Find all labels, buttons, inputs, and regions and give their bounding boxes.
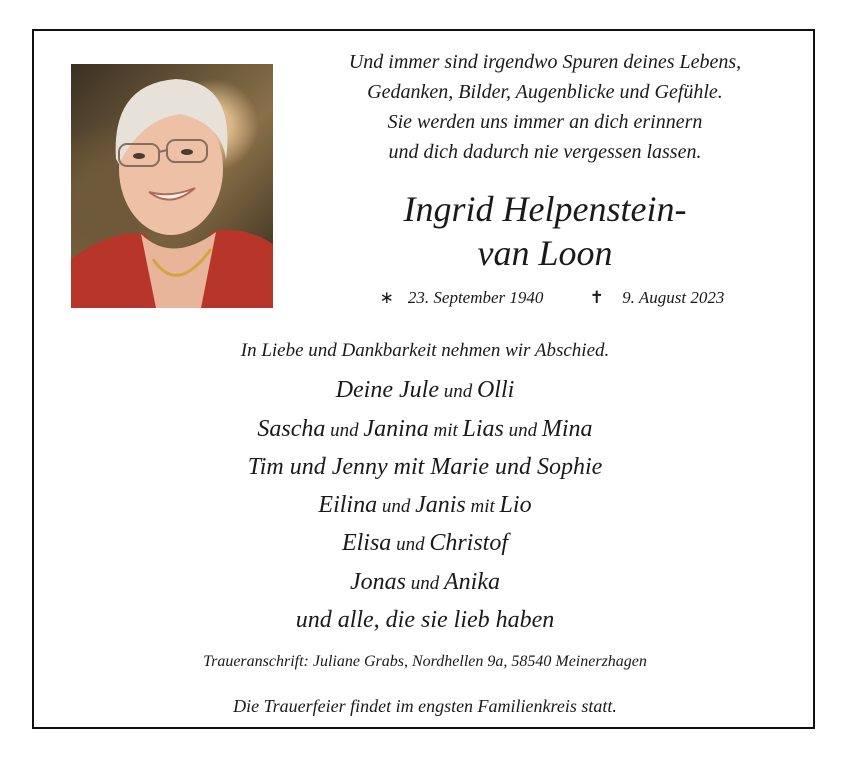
death-date-group [576, 288, 725, 307]
birth-star-icon: ∗ [379, 288, 394, 307]
family-connector: und [503, 419, 542, 441]
family-row [35, 487, 815, 526]
family-name: Olli [476, 377, 515, 403]
family-row [35, 372, 815, 411]
poem-line: Sie werden uns immer an dich erinnern [387, 111, 703, 133]
birth-date-group [366, 288, 544, 307]
family-row: Tim und Jenny mit Marie und Sophie [247, 454, 603, 480]
portrait-illustration [71, 64, 273, 308]
poem-line: Gedanken, Bilder, Augenblicke und Gefühle. [367, 81, 723, 103]
deceased-name [330, 187, 760, 275]
family-name: Janina [363, 415, 429, 442]
family-name: Christof [429, 530, 509, 556]
family-name: Lio [499, 491, 532, 518]
family-row [35, 525, 815, 564]
farewell-text: In Liebe und Dankbarkeit nehmen wir Abschied. [240, 340, 610, 361]
family-connector: und [406, 572, 444, 594]
family-connector: und [325, 419, 364, 441]
family-name: Lias [462, 415, 504, 442]
birth-date: 23. September 1940 [407, 288, 544, 307]
life-dates [330, 288, 760, 308]
family-name: Jonas [350, 568, 406, 595]
family-name: Elisa [341, 530, 392, 556]
family-name: Anika [444, 568, 500, 595]
poem-line: Und immer sind irgendwo Spuren deines Lebens, [348, 51, 742, 73]
family-row: und alle, die sie lieb haben [295, 607, 555, 633]
family-row [35, 411, 815, 450]
mourning-address: Traueranschrift: Juliane Grabs, Nordhellen 9a, 58540 Meinerzhagen [203, 653, 647, 670]
name-line-2: van Loon [477, 233, 613, 273]
family-name: Sascha [257, 415, 326, 442]
family-list [35, 372, 815, 640]
family-connector: und [391, 534, 430, 555]
name-line-1: Ingrid Helpenstein- [403, 189, 687, 229]
portrait-photo [71, 64, 273, 308]
family-name: Deine Jule [335, 377, 439, 403]
family-name: Mina [541, 415, 593, 442]
death-date: 9. August 2023 [622, 288, 725, 307]
cross-icon: ✝ [589, 288, 604, 307]
family-row [35, 564, 815, 603]
family-name: Eilina [318, 491, 378, 518]
family-connector: mit [428, 419, 463, 441]
poem [300, 47, 790, 167]
family-name: Janis [415, 491, 466, 518]
family-connector: und [377, 495, 416, 517]
ceremony-note: Die Trauerfeier findet im engsten Familienkreis statt. [233, 696, 617, 716]
family-connector: und [438, 381, 477, 402]
family-connector: mit [465, 495, 500, 517]
poem-line: und dich dadurch nie vergessen lassen. [388, 141, 702, 163]
